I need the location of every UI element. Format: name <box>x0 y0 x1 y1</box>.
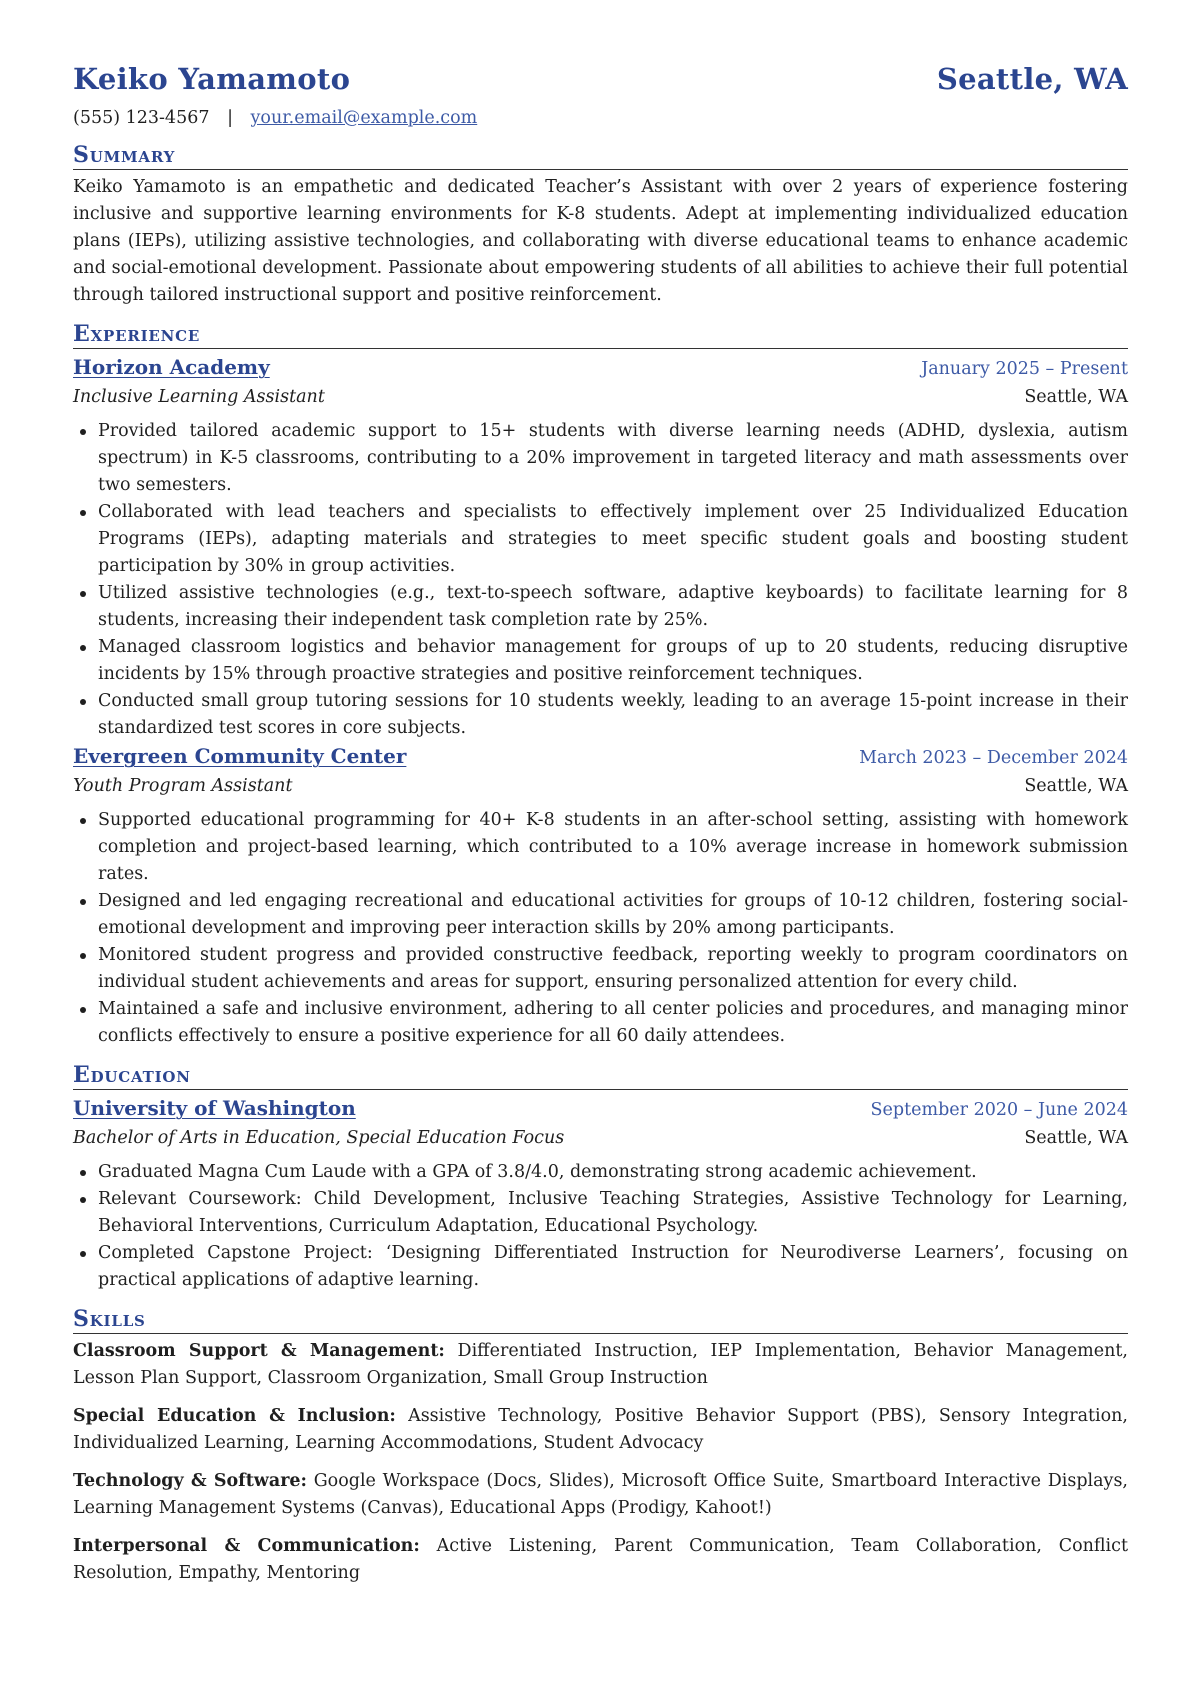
employer-link[interactable]: Horizon Academy <box>73 355 270 379</box>
skill-group-label: Technology & Software: <box>73 1471 308 1491</box>
skill-group-label: Special Education & Inclusion: <box>73 1406 396 1426</box>
skill-group-items: Differentiated Instruction, IEP Implementation, Behavior Management, Lesson Plan Support, Classroom Organization, Small Group Instruction <box>73 1341 1128 1388</box>
skill-group-items: Active Listening, Parent Communication, Team Collaboration, Conflict Resolution, Empathy, Mentoring <box>73 1536 1128 1583</box>
bullet-item: Supported educational programming for 40+ K-8 students in an after-school setting, assisting with homework completion and project-based learning, which contributed to a 10% average increase in homework submission rates. <box>98 807 1128 888</box>
skill-group <box>73 1403 1128 1457</box>
education-dates: September 2020 – June 2024 <box>870 1100 1128 1120</box>
skill-group-items: Assistive Technology, Positive Behavior Support (PBS), Sensory Integration, Individualized Learning, Learning Accommodations, Student Advocacy <box>73 1406 1128 1453</box>
skill-group-label: Classroom Support & Management: <box>73 1341 445 1361</box>
bullet-item: Collaborated with lead teachers and specialists to effectively implement over 25 Individualized Education Programs (IEPs), adapting materials and strategies to meet specific student goals and boosting student participation by 30% in group activities. <box>98 499 1128 580</box>
bullet-item: Completed Capstone Project: ‘Designing Differentiated Instruction for Neurodiverse Learners’, focusing on practical applications of adaptive learning. <box>98 1240 1128 1294</box>
experience-bullets <box>73 418 1128 742</box>
bullet-item: Utilized assistive technologies (e.g., text-to-speech software, adaptive keyboards) to facilitate learning for 8 students, increasing their independent task completion rate by 25%. <box>98 580 1128 634</box>
contact-separator: | <box>227 108 233 128</box>
employer-link[interactable]: Evergreen Community Center <box>73 744 407 768</box>
skill-group <box>73 1533 1128 1587</box>
school-link[interactable]: University of Washington <box>73 1096 356 1120</box>
summary-text: Keiko Yamamoto is an empathetic and dedicated Teacher’s Assistant with over 2 years of experience fostering inclusive and supportive learning environments for K-8 students. Adept at implementing individualized education plans (IEPs), utilizing assistive technologies, and collaborating with diverse educational teams to enhance academic and social-emotional development. Passionate about empowering students of all abilities to achieve their full potential through tailored instructional support and positive reinforcement. <box>73 177 1128 305</box>
skill-group <box>73 1468 1128 1522</box>
job-title: Youth Program Assistant <box>73 776 293 796</box>
candidate-location: Seattle, WA <box>936 62 1128 96</box>
email-link[interactable]: your.email@example.com <box>250 108 478 128</box>
skill-group-label: Interpersonal & Communication: <box>73 1536 420 1556</box>
bullet-item: Monitored student progress and provided constructive feedback, reporting weekly to program coordinators on individual student achievements and areas for support, ensuring personalized attention for every child. <box>98 942 1128 996</box>
school-location: Seattle, WA <box>1024 1128 1128 1148</box>
phone-number: (555) 123-4567 <box>73 108 210 128</box>
job-title: Inclusive Learning Assistant <box>73 387 325 407</box>
skill-group <box>73 1338 1128 1392</box>
bullet-item: Designed and led engaging recreational and educational activities for groups of 10-12 children, fostering social-emotional development and improving peer interaction skills by 20% among participants. <box>98 888 1128 942</box>
resume-page <box>73 62 1128 1598</box>
employment-dates: March 2023 – December 2024 <box>859 748 1128 768</box>
bullet-item: Conducted small group tutoring sessions for 10 students weekly, leading to an average 15-point increase in their standardized test scores in core subjects. <box>98 688 1128 742</box>
experience-entry <box>73 353 1128 742</box>
job-location: Seattle, WA <box>1024 776 1128 796</box>
skill-group-items: Google Workspace (Docs, Slides), Microsoft Office Suite, Smartboard Interactive Displays, Learning Management Systems (Canvas), Educational Apps (Prodigy, Kahoot!) <box>73 1471 1128 1518</box>
bullet-item: Managed classroom logistics and behavior management for groups of up to 20 students, reducing disruptive incidents by 15% through proactive strategies and positive reinforcement techniques. <box>98 634 1128 688</box>
skills-heading: Skills <box>73 1306 1128 1334</box>
education-heading: Education <box>73 1062 1128 1090</box>
education-entry <box>73 1094 1128 1294</box>
bullet-item: Graduated Magna Cum Laude with a GPA of 3.8/4.0, demonstrating strong academic achievement. <box>98 1159 1128 1186</box>
experience-heading: Experience <box>73 321 1128 349</box>
bullet-item: Provided tailored academic support to 15+ students with diverse learning needs (ADHD, dyslexia, autism spectrum) in K-5 classrooms, contributing to a 20% improvement in targeted literacy and math assessments over two semesters. <box>98 418 1128 499</box>
summary-heading: Summary <box>73 142 1128 170</box>
degree-title: Bachelor of Arts in Education, Special Education Focus <box>73 1128 565 1148</box>
employment-dates: January 2025 – Present <box>921 359 1128 379</box>
experience-entry <box>73 742 1128 1050</box>
experience-bullets <box>73 807 1128 1050</box>
bullet-item: Maintained a safe and inclusive environment, adhering to all center policies and procedures, and managing minor conflicts effectively to ensure a positive experience for all 60 daily attendees. <box>98 996 1128 1050</box>
bullet-item: Relevant Coursework: Child Development, Inclusive Teaching Strategies, Assistive Technology for Learning, Behavioral Interventions, Curriculum Adaptation, Educational Psychology. <box>98 1186 1128 1240</box>
contact-line <box>73 108 1128 136</box>
resume-header <box>73 62 1128 104</box>
job-location: Seattle, WA <box>1024 387 1128 407</box>
candidate-name: Keiko Yamamoto <box>73 62 351 96</box>
education-bullets <box>73 1159 1128 1294</box>
